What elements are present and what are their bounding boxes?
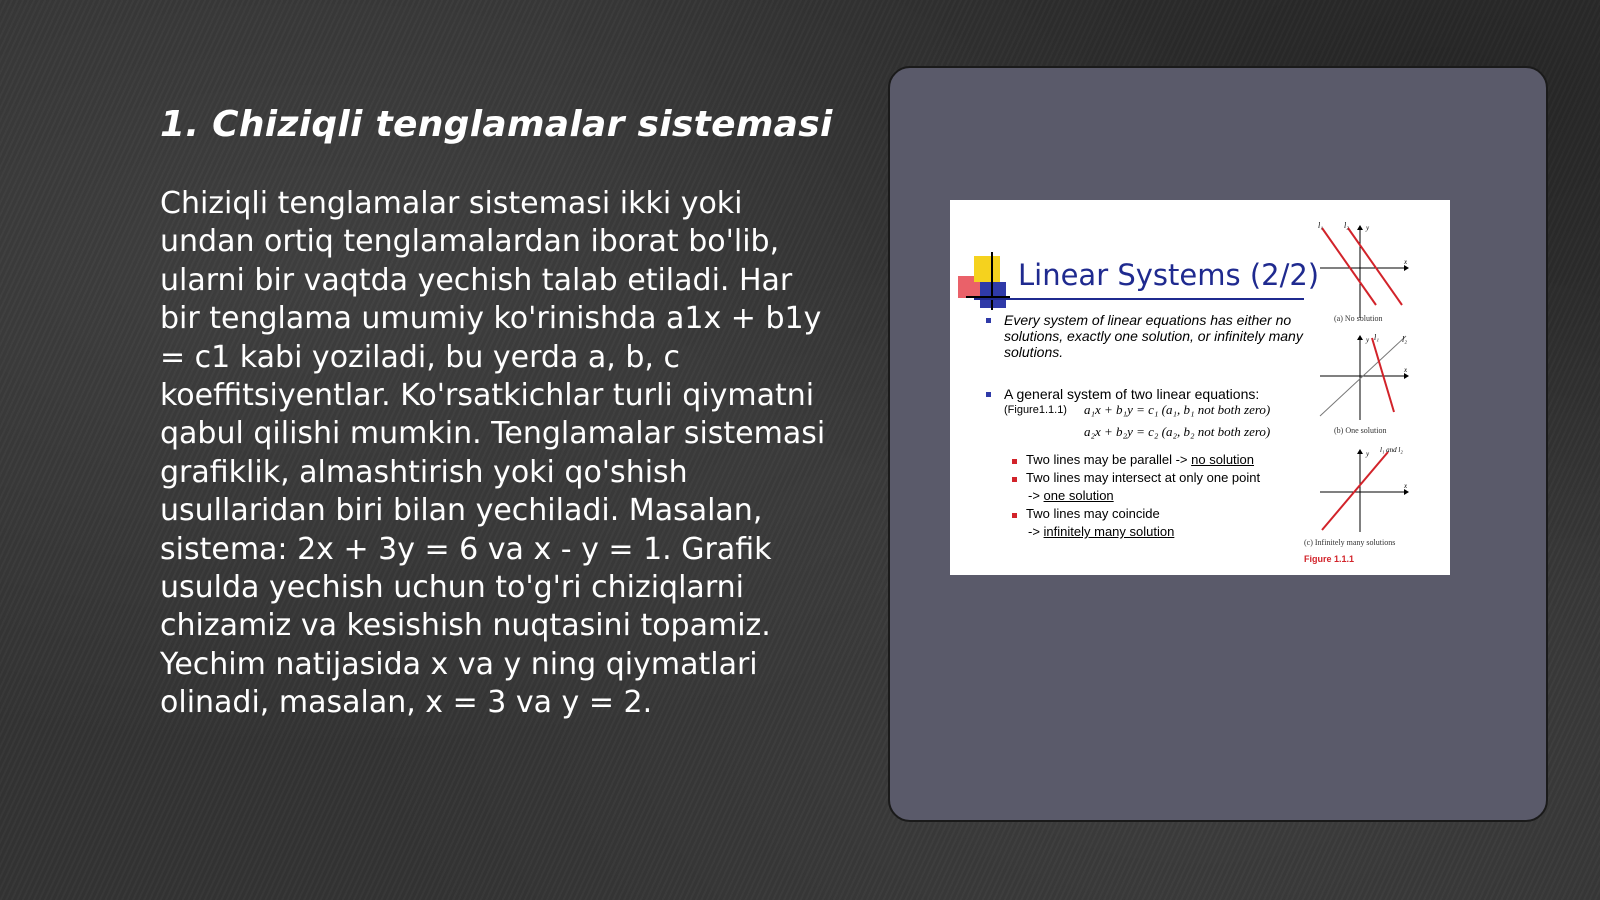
graph-one-solution bbox=[1314, 332, 1414, 422]
bullet-text-2: A general system of two linear equations: bbox=[1004, 386, 1260, 402]
one-solution-link: one solution bbox=[1043, 488, 1114, 503]
figure-title: Linear Systems (2/2) bbox=[1018, 258, 1320, 292]
sub-bullet-icon bbox=[1012, 477, 1017, 482]
sub-bullet-icon bbox=[1012, 459, 1017, 464]
sub-bullet-2: Two lines may intersect at only one point bbox=[1026, 470, 1261, 485]
line-l1 bbox=[1372, 338, 1394, 412]
graph-no-solution bbox=[1314, 220, 1414, 320]
line-l1 bbox=[1322, 228, 1376, 305]
sub-bullet-1-text: Two lines may be parallel -> bbox=[1026, 452, 1188, 467]
sub-bullet-3: Two lines may coincide bbox=[1026, 506, 1160, 521]
sub-bullet-2-result bbox=[1028, 488, 1114, 504]
label-l2: l₂ bbox=[1344, 221, 1350, 230]
y-axis-arrow-icon bbox=[1357, 449, 1363, 454]
slide-title: 1. Chiziqli tenglamalar sistemasi bbox=[160, 104, 833, 145]
caption-c: (c) Infinitely many solutions bbox=[1304, 538, 1396, 547]
label-l2: l₂ bbox=[1402, 335, 1408, 344]
sub-bullet-3-result bbox=[1028, 524, 1174, 540]
label-x: x bbox=[1404, 482, 1408, 490]
sub-bullet-1 bbox=[1026, 452, 1254, 468]
label-l1-l2: l₁ and l₂ bbox=[1380, 446, 1403, 454]
bullet-square-icon bbox=[986, 318, 991, 323]
y-axis-arrow-icon bbox=[1357, 225, 1363, 230]
label-y: y bbox=[1366, 450, 1370, 458]
equation-1: a₁x + b₁y = c₁ (a₁, b₁ not both zero) bbox=[1084, 402, 1271, 417]
sub-bullet-icon bbox=[1012, 513, 1017, 518]
line-l1-l2 bbox=[1322, 452, 1388, 530]
linear-systems-figure bbox=[950, 200, 1450, 575]
label-y: y bbox=[1366, 336, 1370, 344]
label-l1: l₁ bbox=[1374, 333, 1380, 342]
caption-a: (a) No solution bbox=[1334, 314, 1383, 323]
bullet-square-icon bbox=[986, 392, 991, 397]
label-y: y bbox=[1366, 224, 1370, 232]
figure-label: Figure 1.1.1 bbox=[1304, 554, 1355, 564]
decor-yellow-square bbox=[974, 256, 1000, 282]
decor-blue-square bbox=[980, 282, 1006, 308]
line-l2 bbox=[1348, 228, 1402, 305]
figure-ref: (Figure1.1.1) bbox=[1004, 404, 1067, 416]
decor-vertical-line bbox=[991, 252, 993, 310]
infinitely-many-link: infinitely many solution bbox=[1043, 524, 1175, 539]
arrow-text: -> bbox=[1028, 524, 1040, 539]
equation-2: a₂x + b₂y = c₂ (a₂, b₂ not both zero) bbox=[1084, 424, 1271, 439]
title-underline bbox=[974, 298, 1304, 300]
slide-body-text: Chiziqli tenglamalar sistemasi ikki yoki undan ortiq tenglamalardan iborat bo'lib, ularni bir vaqtda yechish talab etiladi. Har bir tenglama umumiy ko'rinishda a1x + b1y = c1 kabi yoziladi, bu yerda a, b, c koeffitsiyentlar. Ko'rsatkichlar turli qiymatni qabul qilishi mumkin. Tenglamalar sistemasi grafiklik, almashtirish yoki qo'shish usullaridan biri bilan yechiladi. Masalan, sistema: 2x + 3y = 6 va x - y = 1. Grafik usulda yechish uchun to'g'ri chiziqlarni chizamiz va kesishish nuqtasini topamiz. Yechim natijasida x va y ning qiymatlari olinadi, masalan, x = 3 va y = 2. bbox=[160, 186, 826, 721]
bullet-text-1: Every system of linear equations has either no solutions, exactly one solution, or infinitely many solutions. bbox=[1004, 312, 1303, 360]
label-x: x bbox=[1404, 366, 1408, 374]
y-axis-arrow-icon bbox=[1357, 335, 1363, 340]
graph-infinitely-many bbox=[1314, 444, 1414, 534]
label-l1: l₁ bbox=[1318, 221, 1324, 230]
label-x: x bbox=[1404, 258, 1408, 266]
arrow-text: -> bbox=[1028, 488, 1040, 503]
caption-b: (b) One solution bbox=[1334, 426, 1387, 435]
no-solution-link: no solution bbox=[1191, 452, 1255, 467]
